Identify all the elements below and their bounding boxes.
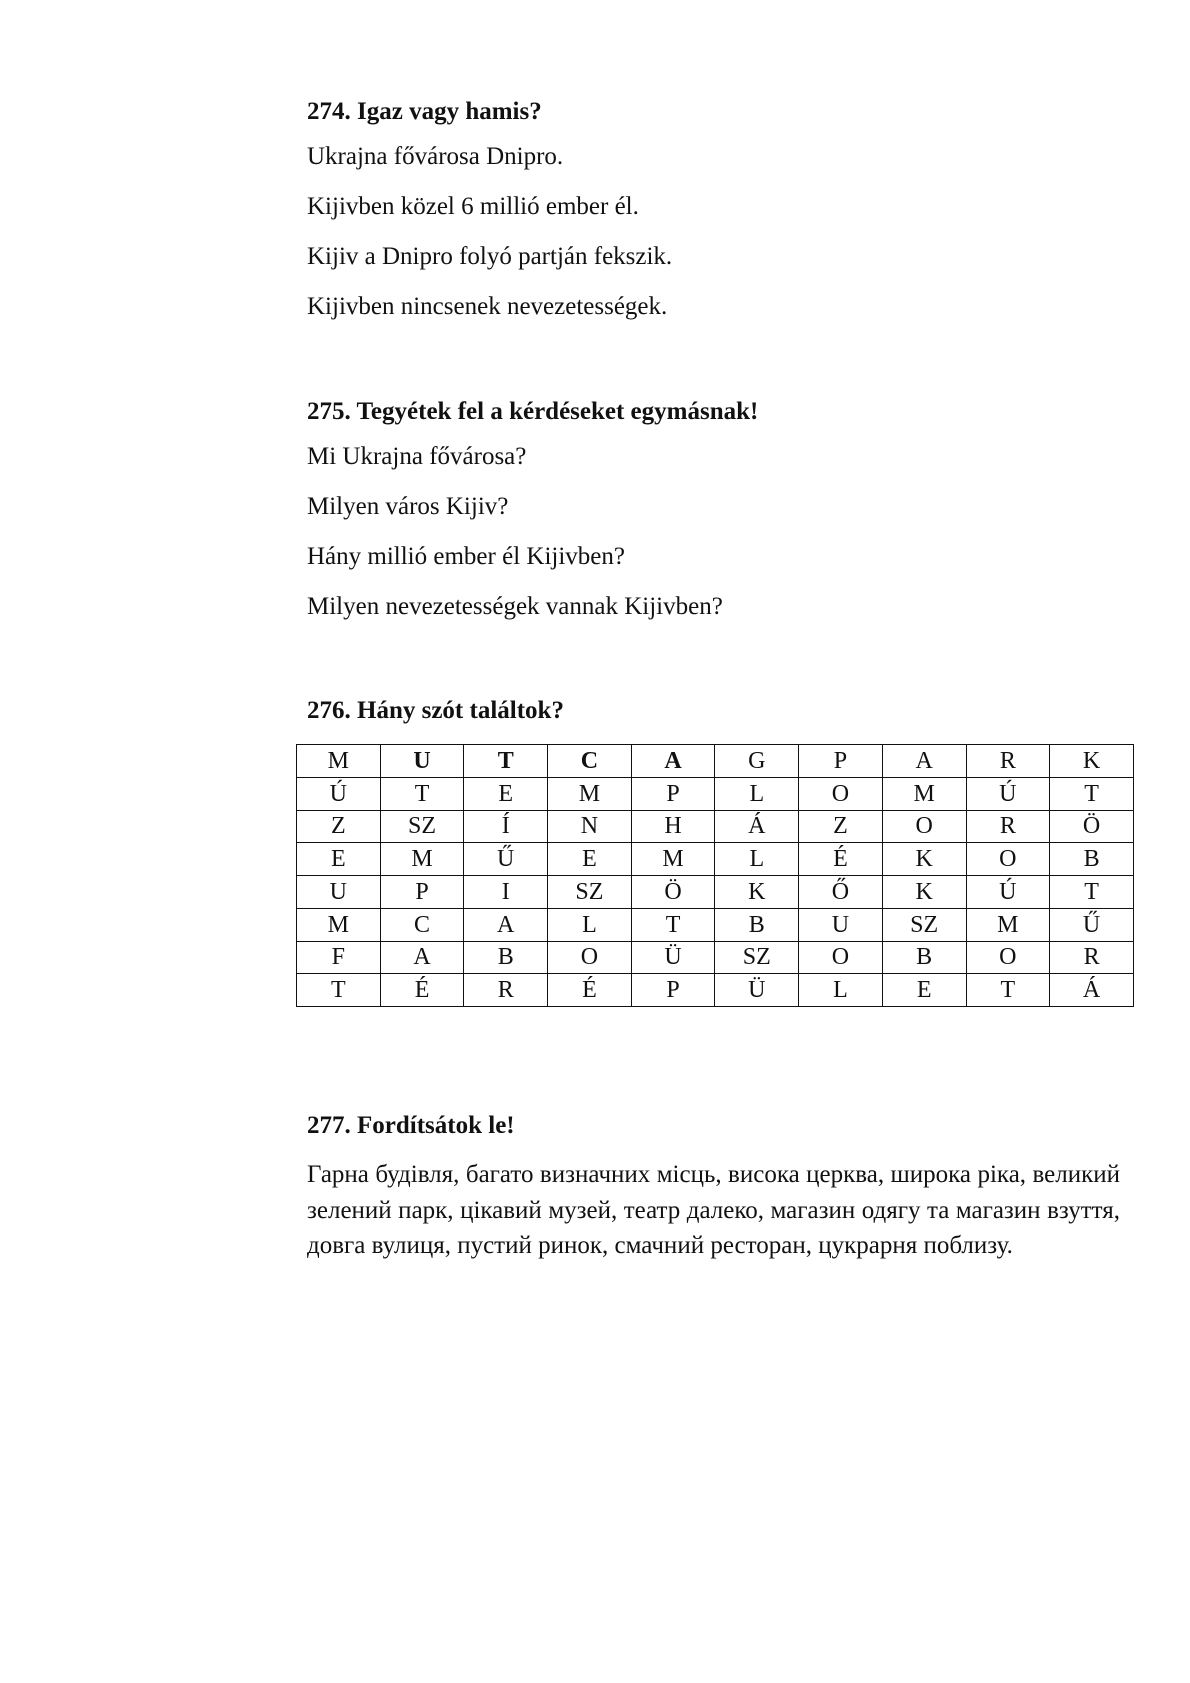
grid-cell: T [631,908,715,941]
grid-cell: G [715,745,799,778]
grid-cell: M [548,777,632,810]
grid-cell: R [966,810,1050,843]
grid-row [297,777,1134,810]
grid-cell: O [882,810,966,843]
grid-cell: K [882,876,966,909]
grid-cell: A [882,745,966,778]
grid-cell: Á [1050,974,1134,1007]
grid-cell: P [631,777,715,810]
grid-row [297,843,1134,876]
grid-cell: Ú [966,876,1050,909]
grid-cell: L [548,908,632,941]
grid-cell: M [380,843,464,876]
grid-cell: R [1050,941,1134,974]
grid-cell: É [548,974,632,1007]
grid-cell: É [380,974,464,1007]
grid-cell: P [631,974,715,1007]
grid-cell: M [966,908,1050,941]
exercise-277 [307,1111,1137,1259]
grid-cell: T [1050,876,1134,909]
grid-cell: M [882,777,966,810]
grid-cell: T [297,974,381,1007]
grid-cell: K [715,876,799,909]
grid-cell: T [380,777,464,810]
exercise-274-line: Kijivben közel 6 millió ember él. [307,193,639,220]
translation-paragraph: Гарна будівля, багато визначних місць, висока церква, широка ріка, великий зелений парк, цікавий музей, театр далеко, магазин одягу та магазин взуття, довга вулиця, пустий ринок, смачний ресторан, цукрарня поблизу. [307,1161,1120,1259]
grid-cell: Ú [297,777,381,810]
grid-cell: H [631,810,715,843]
grid-cell: SZ [715,941,799,974]
exercise-274 [307,97,1137,320]
grid-cell: E [882,974,966,1007]
grid-cell: E [464,777,548,810]
grid-row [297,876,1134,909]
exercise-276-heading: 276. Hány szót találtok? [307,697,564,724]
grid-row [297,974,1134,1007]
grid-cell: L [715,843,799,876]
grid-cell: O [966,941,1050,974]
grid-row [297,810,1134,843]
grid-cell: P [380,876,464,909]
grid-row [297,908,1134,941]
grid-cell: M [297,908,381,941]
grid-cell: Z [799,810,883,843]
grid-cell: T [464,745,548,778]
grid-cell: É [799,843,883,876]
grid-cell: A [464,908,548,941]
grid-cell: T [966,974,1050,1007]
grid-cell: N [548,810,632,843]
grid-cell: U [799,908,883,941]
grid-cell: O [799,941,883,974]
grid-cell: O [799,777,883,810]
grid-cell: SZ [548,876,632,909]
grid-cell: Ö [1050,810,1134,843]
exercise-274-line: Ukrajna fővárosa Dnipro. [307,143,564,170]
exercise-274-line: Kijivben nincsenek nevezetességek. [307,293,668,320]
grid-cell: Z [297,810,381,843]
grid-cell: O [548,941,632,974]
grid-cell: R [464,974,548,1007]
grid-cell: B [464,941,548,974]
grid-cell: SZ [380,810,464,843]
grid-cell: I [464,876,548,909]
grid-cell: B [1050,843,1134,876]
grid-cell: M [297,745,381,778]
grid-cell: R [966,745,1050,778]
exercise-274-heading: 274. Igaz vagy hamis? [307,98,542,125]
grid-cell: O [966,843,1050,876]
grid-cell: K [882,843,966,876]
grid-cell: A [380,941,464,974]
exercise-275-heading: 275. Tegyétek fel a kérdéseket egymásnak! [307,398,759,425]
grid-cell: F [297,941,381,974]
grid-row [297,745,1134,778]
grid-cell: SZ [882,908,966,941]
grid-cell: Í [464,810,548,843]
exercise-277-heading: 277. Fordítsátok le! [307,1112,515,1139]
grid-cell: A [631,745,715,778]
grid-cell: E [548,843,632,876]
grid-cell: Ü [715,974,799,1007]
exercise-275-line: Mi Ukrajna fővárosa? [307,443,527,470]
grid-cell: Á [715,810,799,843]
grid-cell: Ű [464,843,548,876]
grid-cell: L [799,974,883,1007]
exercise-275-line: Hány millió ember él Kijivben? [307,543,625,570]
exercise-276 [307,696,1137,726]
grid-cell: L [715,777,799,810]
grid-cell: Ő [799,876,883,909]
exercise-275-line: Milyen nevezetességek vannak Kijivben? [307,593,723,620]
grid-cell: B [882,941,966,974]
grid-cell: P [799,745,883,778]
grid-cell: K [1050,745,1134,778]
grid-cell: C [548,745,632,778]
grid-cell: U [297,876,381,909]
grid-cell: Ű [1050,908,1134,941]
exercise-275 [307,397,1137,620]
grid-cell: E [297,843,381,876]
exercise-274-line: Kijiv a Dnipro folyó partján fekszik. [307,243,673,270]
grid-cell: Ú [966,777,1050,810]
grid-cell: B [715,908,799,941]
grid-cell: M [631,843,715,876]
grid-cell: Ü [631,941,715,974]
grid-cell: C [380,908,464,941]
grid-row [297,941,1134,974]
grid-cell: T [1050,777,1134,810]
grid-cell: Ö [631,876,715,909]
exercise-275-line: Milyen város Kijiv? [307,493,509,520]
grid-cell: U [380,745,464,778]
word-search-grid [296,744,1134,1007]
